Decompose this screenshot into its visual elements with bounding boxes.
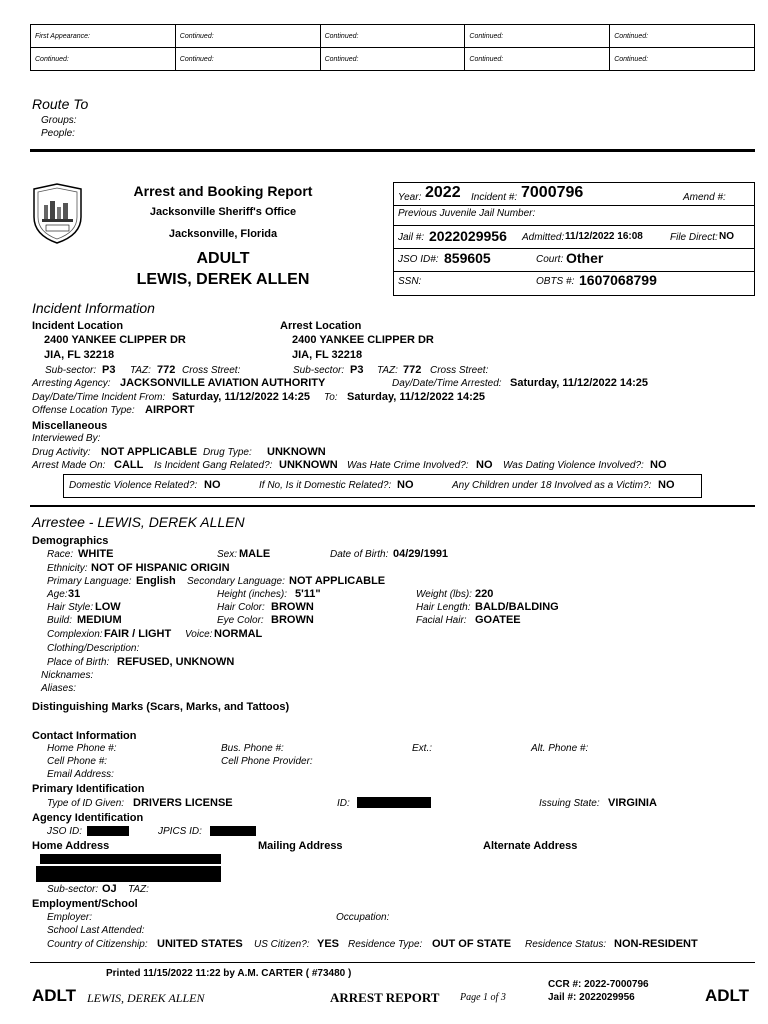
home-subsector-label: Sub-sector: bbox=[47, 884, 99, 895]
sex-value: MALE bbox=[239, 548, 271, 560]
divider bbox=[30, 505, 755, 507]
incident-from-value: Saturday, 11/12/2022 14:25 bbox=[172, 391, 311, 403]
dating-violence-value: NO bbox=[650, 459, 667, 471]
appearance-cell: Continued: bbox=[175, 48, 320, 71]
employment-title: Employment/School bbox=[32, 898, 138, 910]
clothing-label: Clothing/Description: bbox=[47, 643, 140, 654]
eye-color-value: BROWN bbox=[271, 614, 314, 626]
juvenile-label: Previous Juvenile Jail Number: bbox=[398, 208, 536, 219]
footer-jail: Jail #: 2022029956 bbox=[548, 992, 635, 1003]
arrest-location-label: Arrest Location bbox=[280, 320, 362, 332]
hair-color-value: BROWN bbox=[271, 601, 314, 613]
hair-style-value: LOW bbox=[95, 601, 121, 613]
gang-label: Is Incident Gang Related?: bbox=[154, 460, 273, 471]
residence-status-value: NON-RESIDENT bbox=[614, 938, 698, 950]
office-city: Jacksonville, Florida bbox=[168, 228, 278, 240]
arresting-agency-label: Arresting Agency: bbox=[32, 378, 111, 389]
incident-from-label: Day/Date/Time Incident From: bbox=[32, 392, 166, 403]
file-direct-value: NO bbox=[719, 231, 734, 242]
hair-length-value: BALD/BALDING bbox=[475, 601, 559, 613]
ethnicity-value: NOT OF HISPANIC ORIGIN bbox=[91, 562, 230, 574]
age-value: 31 bbox=[68, 588, 81, 600]
complexion-label: Complexion: bbox=[47, 629, 103, 640]
arrestee-type: ADULT bbox=[196, 250, 250, 267]
footer-page-number: Page 1 of 3 bbox=[460, 992, 506, 1003]
weight-label: Weight (lbs): bbox=[416, 589, 472, 600]
issuing-state-value: VIRGINIA bbox=[608, 797, 657, 809]
voice-value: NORMAL bbox=[214, 628, 263, 640]
complexion-value: FAIR / LIGHT bbox=[104, 628, 172, 640]
amend-label: Amend #: bbox=[683, 192, 726, 203]
divider bbox=[30, 149, 755, 152]
contact-title: Contact Information bbox=[32, 730, 137, 742]
incident-to-value: Saturday, 11/12/2022 14:25 bbox=[347, 391, 486, 403]
residence-status-label: Residence Status: bbox=[525, 939, 607, 950]
dating-violence-label: Was Dating Violence Involved?: bbox=[503, 460, 644, 471]
file-direct-label: File Direct: bbox=[670, 232, 718, 243]
citizenship-label: Country of Citizenship: bbox=[47, 939, 148, 950]
redacted-home-address bbox=[36, 866, 221, 882]
cell-phone-label: Cell Phone #: bbox=[47, 756, 108, 767]
weight-value: 220 bbox=[475, 588, 494, 600]
subsector-value: P3 bbox=[102, 364, 116, 376]
place-of-birth-value: REFUSED, UNKNOWN bbox=[117, 656, 235, 668]
gang-value: UNKNOWN bbox=[279, 459, 338, 471]
redacted-home-address bbox=[40, 854, 221, 864]
incident-address-line1: 2400 YANKEE CLIPPER DR bbox=[44, 334, 186, 346]
obts-value: 1607068799 bbox=[579, 272, 657, 288]
demographics-title: Demographics bbox=[32, 535, 109, 547]
id-type-label: Type of ID Given: bbox=[47, 798, 125, 809]
arrestee-name: LEWIS, DEREK ALLEN bbox=[136, 271, 310, 288]
printed-by: Printed 11/15/2022 11:22 by A.M. CARTER ( #73480 ) bbox=[106, 968, 352, 979]
home-subsector-value: OJ bbox=[102, 883, 117, 895]
build-label: Build: bbox=[47, 615, 73, 626]
build-value: MEDIUM bbox=[77, 614, 122, 626]
us-citizen-value: YES bbox=[317, 938, 340, 950]
dv-value: NO bbox=[204, 479, 221, 491]
arrest-taz-label: TAZ: bbox=[377, 365, 398, 376]
dv-if-value: NO bbox=[397, 479, 414, 491]
incident-label: Incident #: bbox=[471, 192, 518, 203]
incident-row-ssn bbox=[394, 271, 754, 294]
offense-location-value: AIRPORT bbox=[145, 404, 195, 416]
hair-style-label: Hair Style: bbox=[47, 602, 94, 613]
agency-id-title: Agency Identification bbox=[32, 812, 144, 824]
appearance-table bbox=[30, 24, 755, 71]
route-groups-label: Groups: bbox=[41, 115, 77, 126]
redacted-id bbox=[357, 797, 431, 808]
year-label: Year: bbox=[398, 192, 422, 203]
incident-row-year bbox=[394, 183, 754, 206]
hair-length-label: Hair Length: bbox=[416, 602, 471, 613]
school-label: School Last Attended: bbox=[47, 925, 145, 936]
arrest-cross-street-label: Cross Street: bbox=[430, 365, 489, 376]
appearance-cell: Continued: bbox=[320, 48, 465, 71]
admitted-label: Admitted: bbox=[522, 232, 565, 243]
footer-ccr: CCR #: 2022-7000796 bbox=[548, 979, 649, 990]
voice-label: Voice: bbox=[185, 629, 213, 640]
incident-address-line2: JIA, FL 32218 bbox=[44, 349, 115, 361]
arrest-subsector-label: Sub-sector: bbox=[293, 365, 345, 376]
arrest-subsector-value: P3 bbox=[350, 364, 364, 376]
arrestee-title: Arrestee - LEWIS, DEREK ALLEN bbox=[32, 514, 245, 530]
arrested-date-label: Day/Date/Time Arrested: bbox=[392, 378, 502, 389]
jail-value: 2022029956 bbox=[429, 228, 507, 244]
appearance-cell: Continued: bbox=[175, 25, 320, 48]
incident-row-jso bbox=[394, 248, 754, 272]
facial-hair-label: Facial Hair: bbox=[416, 615, 467, 626]
mailing-address-title: Mailing Address bbox=[258, 840, 343, 852]
obts-label: OBTS #: bbox=[536, 276, 575, 287]
footer-adlt-right: ADLT bbox=[705, 986, 750, 1005]
sex-label: Sex: bbox=[217, 549, 238, 560]
footer-divider bbox=[30, 962, 755, 963]
ssn-label: SSN: bbox=[398, 276, 422, 287]
citizenship-value: UNITED STATES bbox=[157, 938, 243, 950]
office-name: Jacksonville Sheriff's Office bbox=[149, 206, 297, 218]
appearance-cell: Continued: bbox=[465, 48, 610, 71]
incident-value: 7000796 bbox=[521, 184, 584, 201]
age-label: Age: bbox=[47, 589, 68, 600]
dob-value: 04/29/1991 bbox=[393, 548, 449, 560]
appearance-cell: Continued: bbox=[320, 25, 465, 48]
arrested-date-value: Saturday, 11/12/2022 14:25 bbox=[510, 377, 649, 389]
footer-report-label: ARREST REPORT bbox=[330, 990, 440, 1005]
primary-language-value: English bbox=[136, 575, 176, 587]
children-value: NO bbox=[658, 479, 675, 491]
route-title: Route To bbox=[32, 96, 89, 112]
year-value: 2022 bbox=[425, 184, 461, 201]
home-address-title: Home Address bbox=[32, 840, 110, 852]
home-taz-label: TAZ: bbox=[128, 884, 149, 895]
cell-provider-label: Cell Phone Provider: bbox=[221, 756, 313, 767]
secondary-language-label: Secondary Language: bbox=[187, 576, 285, 587]
bus-phone-label: Bus. Phone #: bbox=[221, 743, 284, 754]
redacted-jpics-id bbox=[210, 826, 256, 836]
alt-phone-label: Alt. Phone #: bbox=[531, 743, 589, 754]
ethnicity-label: Ethnicity: bbox=[47, 563, 88, 574]
drug-type-value: UNKNOWN bbox=[267, 446, 326, 458]
arresting-agency-value: JACKSONVILLE AVIATION AUTHORITY bbox=[120, 377, 326, 389]
footer-name: LEWIS, DEREK ALLEN bbox=[87, 991, 205, 1005]
employer-label: Employer: bbox=[47, 912, 93, 923]
distinguishing-marks-title: Distinguishing Marks (Scars, Marks, and Tattoos) bbox=[32, 701, 290, 713]
police-badge-icon bbox=[30, 183, 85, 250]
taz-label: TAZ: bbox=[130, 365, 151, 376]
report-title: Arrest and Booking Report bbox=[133, 183, 313, 199]
drug-activity-label: Drug Activity: bbox=[32, 447, 91, 458]
residence-type-label: Residence Type: bbox=[348, 939, 423, 950]
facial-hair-value: GOATEE bbox=[475, 614, 521, 626]
place-of-birth-label: Place of Birth: bbox=[47, 657, 110, 668]
arrest-address-line2: JIA, FL 32218 bbox=[292, 349, 363, 361]
incident-to-label: To: bbox=[324, 392, 338, 403]
incident-location-label: Incident Location bbox=[32, 320, 124, 332]
footer-adlt-left: ADLT bbox=[32, 986, 77, 1005]
email-label: Email Address: bbox=[47, 769, 114, 780]
jso-value: 859605 bbox=[444, 250, 491, 266]
jail-label: Jail #: bbox=[398, 232, 425, 243]
height-label: Height (inches): bbox=[217, 589, 288, 600]
appearance-cell: Continued: bbox=[610, 25, 755, 48]
taz-value: 772 bbox=[157, 364, 176, 376]
cross-street-label: Cross Street: bbox=[182, 365, 241, 376]
arrest-made-value: CALL bbox=[114, 459, 144, 471]
incident-row-juvenile bbox=[394, 205, 754, 226]
incident-number-box bbox=[393, 182, 755, 296]
eye-color-label: Eye Color: bbox=[217, 615, 264, 626]
id-type-value: DRIVERS LICENSE bbox=[133, 797, 233, 809]
hate-crime-value: NO bbox=[476, 459, 493, 471]
misc-title: Miscellaneous bbox=[32, 420, 108, 432]
domestic-violence-box bbox=[63, 474, 702, 498]
appearance-cell: Continued: bbox=[610, 48, 755, 71]
occupation-label: Occupation: bbox=[336, 912, 390, 923]
appearance-row bbox=[31, 48, 755, 71]
home-phone-label: Home Phone #: bbox=[47, 743, 117, 754]
children-label: Any Children under 18 Involved as a Victim?: bbox=[452, 480, 652, 491]
jso-id-label: JSO ID: bbox=[47, 826, 83, 837]
drug-activity-value: NOT APPLICABLE bbox=[101, 446, 198, 458]
appearance-cell: First Appearance: bbox=[31, 25, 176, 48]
dv-label: Domestic Violence Related?: bbox=[69, 480, 198, 491]
jso-label: JSO ID#: bbox=[398, 254, 439, 265]
residence-type-value: OUT OF STATE bbox=[432, 938, 512, 950]
route-people-label: People: bbox=[41, 128, 75, 139]
offense-location-label: Offense Location Type: bbox=[32, 405, 135, 416]
arrest-made-label: Arrest Made On: bbox=[32, 460, 106, 471]
incident-row-jail bbox=[394, 225, 754, 249]
id-number-label: ID: bbox=[337, 798, 350, 809]
alternate-address-title: Alternate Address bbox=[483, 840, 578, 852]
appearance-row bbox=[31, 25, 755, 48]
dv-if-label: If No, Is it Domestic Related?: bbox=[259, 480, 392, 491]
hate-crime-label: Was Hate Crime Involved?: bbox=[347, 460, 469, 471]
primary-language-label: Primary Language: bbox=[47, 576, 132, 587]
court-value: Other bbox=[566, 250, 604, 266]
arrest-taz-value: 772 bbox=[403, 364, 422, 376]
subsector-label: Sub-sector: bbox=[45, 365, 97, 376]
ext-label: Ext.: bbox=[412, 743, 433, 754]
court-label: Court: bbox=[536, 254, 564, 265]
nicknames-label: Nicknames: bbox=[41, 670, 94, 681]
arrest-address-line1: 2400 YANKEE CLIPPER DR bbox=[292, 334, 434, 346]
race-value: WHITE bbox=[78, 548, 114, 560]
appearance-cell: Continued: bbox=[31, 48, 176, 71]
drug-type-label: Drug Type: bbox=[203, 447, 252, 458]
jpics-id-label: JPICS ID: bbox=[158, 826, 202, 837]
aliases-label: Aliases: bbox=[41, 683, 77, 694]
redacted-jso-id bbox=[87, 826, 129, 836]
interviewed-label: Interviewed By: bbox=[32, 433, 101, 444]
dob-label: Date of Birth: bbox=[330, 549, 389, 560]
secondary-language-value: NOT APPLICABLE bbox=[289, 575, 386, 587]
issuing-state-label: Issuing State: bbox=[539, 798, 600, 809]
incident-info-title: Incident Information bbox=[32, 300, 155, 316]
race-label: Race: bbox=[47, 549, 74, 560]
us-citizen-label: US Citizen?: bbox=[254, 939, 310, 950]
height-value: 5'11" bbox=[295, 588, 321, 600]
hair-color-label: Hair Color: bbox=[217, 602, 265, 613]
primary-id-title: Primary Identification bbox=[32, 783, 145, 795]
admitted-value: 11/12/2022 16:08 bbox=[565, 231, 643, 242]
appearance-cell: Continued: bbox=[465, 25, 610, 48]
